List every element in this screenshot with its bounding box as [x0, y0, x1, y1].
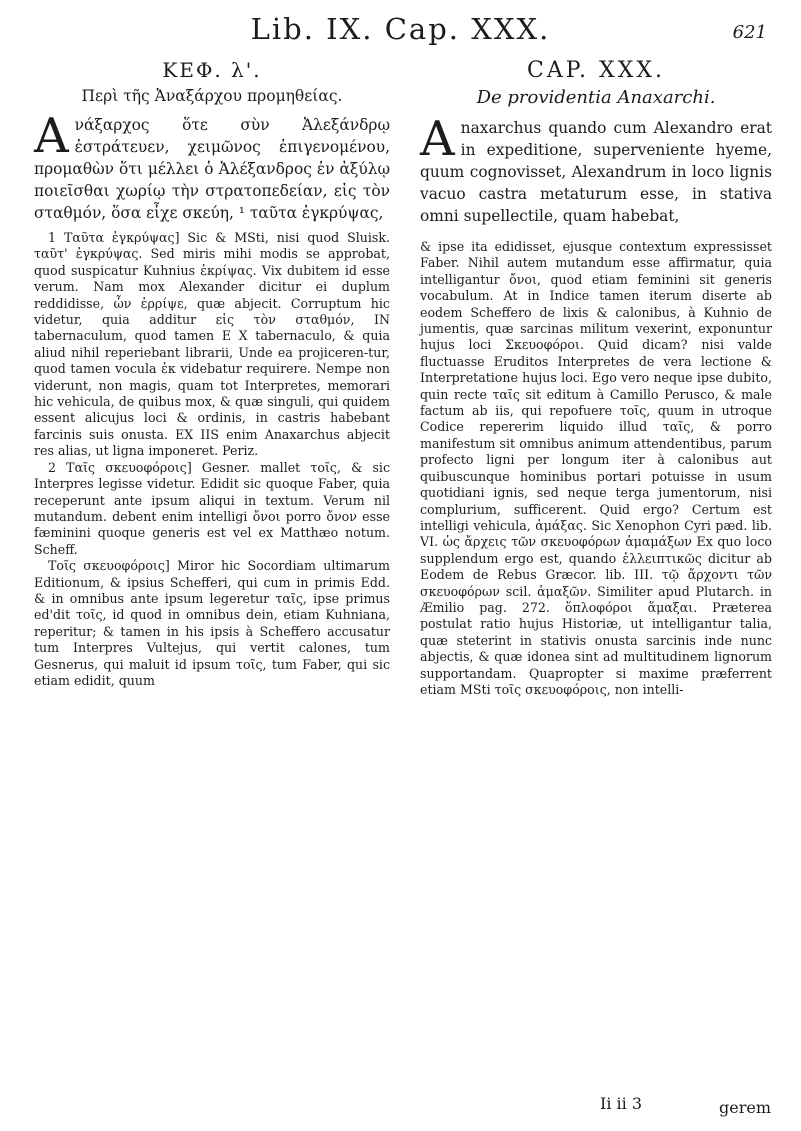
greek-chapter-title: Περὶ τῆς Ἀναξάρχου προμηθείας. — [81, 87, 343, 105]
greek-drop-cap: Α — [34, 108, 69, 164]
latin-chapter-head: CAP. XXX. — [526, 58, 666, 83]
catchword: gerem — [719, 1098, 771, 1117]
greek-text: νάξαρχος ὅτε σὺν Ἀλεξάνδρῳ ἐστράτευεν, χειμῶνος ἐπιγενομένου, προμαθὼν ὅτι μέλλει ὁ Ἀλέξανδρος ἐν ἀξύλῳ ποιεῖσθαι χωρίῳ τὴν στρατοπεδείαν, εἰς τὸν σταθμόν, ὅσα εἶχε σκεύη, ¹ ταῦτα ἐγκρύψας, — [34, 116, 390, 222]
greek-column — [34, 58, 390, 689]
footnote-2: 2 Ταῖς σκευοφόροις] Gesner. mallet τοῖς, & sic Interpres legisse videtur. Edidit sic quoque Faber, quia receperunt ante ipsum aliqui in textum. Verum nil mutandum. debent enim intelligi ὄνοι porro ὄνον esse fæminini quoque generis est vel ex Matthæo notum. Scheff. — [34, 459, 390, 557]
latin-chapter-title: De providentia Anaxarchi. — [476, 87, 716, 108]
footnote-continued: & ipse ita edidisset, ejusque contextum expressisset Faber. Nihil autem mutandum esse affirmatur, quia intelligantur ὄνοι, quod etiam feminini sit generis vocabulum. At in Indice tamen iterum diserte ab eodem Scheffero de lixis & calonibus, à Kuhnio de jumentis, quæ sarcinas militum vexerint, exponuntur hujus loci Σκευοφόροι. Quid dicam? nisi valde fluctuasse Eruditos Interpretes de vera lectione & Interpretatione hujus loci. Ego vero neque ipse dubito, quin recte ταῖς sit editum à Camillo Perusco, & male factum ab iis, qui repofuere τοῖς, quum in utroque Codice repererim liquido illud ταῖς, & porro manifestum sit omnibus animum attendentibus, parum profecto ligni per longum iter à calonibus aut quibuscunque hominibus portari potuisse in usum quotidiani ignis, sed neque terga jumentorum, nisi complurium, sufficerent. Quid ergo? Certum est intelligi vehicula, ἁμάξας. Sic Xenophon Cyri pæd. lib. VI. ὡς ἄρχεις τῶν σκευοφόρων ἁμαμάξων Ex quo loco supplendum ergo est, quando ἐλλειπτικῶς dicitur ab Eodem de Rebus Græcor. lib. III. τῷ ἄρχοντι τῶν σκευοφόρων scil. ἁμαξῶν. Similiter apud Plutarch. in Æmilio pag. 272. ὅπλοφόροι ἅμαξαι. Præterea postulat ratio hujus Historiæ, ut intelligantur talia, quæ steterint in stativis onusta sarcinis inde nunc abjectis, & quæ idonea sint ad multitudinem lignorum supportandam. Quapropter si maxime præferrent etiam MSti τοῖς σκευοφόροις, non intelli- — [420, 239, 772, 697]
latin-column — [420, 58, 772, 698]
signature-mark: Ii ii 3 — [600, 1094, 643, 1113]
footnotes-right — [420, 239, 772, 698]
running-head-title: Lib. IX. Cap. XXX. — [250, 12, 551, 46]
greek-chapter-head: ΚΕΦ. λ'. — [162, 58, 262, 82]
latin-text-paragraph — [420, 111, 772, 227]
footnote-1: 1 Ταῦτα ἐγκρύψας] Sic & MSti, nisi quod Sluisk. ταῦτ' ἐγκρύψας. Sed miris mihi modis se approbat, quod suspicatur Kuhnius ἐκρίψας. Vix dubitem id esse verum. Nam mox Alexander dicitur ei duplum reddidisse, ὧν ἐρρίψε, quæ abjecit. Corruptum hic videtur, quia additur εἰς τὸν σταθμόν, IN tabernaculum, quod tamen E X tabernaculo, & quia aliud nihil reperiebant librarii, Unde ea projiceren-tur, quod tamen vocula ἐκ videbatur requirere. Nempe non viderunt, non magis, quam tot Interpretes, memorari hic vehicula, de quibus mox, & quæ singuli, qui quidem essent alicujus loci & ordinis, in castris habebant farcinis suis onusta. EX IIS enim Anaxarchus abjecit res alias, ut ligna imponeret. Periz. — [34, 230, 390, 459]
latin-text: naxarchus quando cum Alexandro erat in expeditione, superveniente hyeme, quum cognovisset, Alexandrum in loco lignis vacuo castra metaturum esse, in stativa omni supellectile, quam habebat, — [420, 119, 772, 225]
greek-text-paragraph — [34, 108, 390, 224]
latin-drop-cap: A — [420, 111, 455, 167]
footnotes-left — [34, 230, 390, 689]
footnote-3: Τοῖς σκευοφόροις] Miror hic Socordiam ultimarum Editionum, & ipsius Schefferi, qui cum in primis Edd. & in omnibus ante ipsum legeretur ταῖς, ipse primus ed'dit τοῖς, id quod in omnibus dein, etiam Kuhniana, reperitur; & tamen in his ipsis à Scheffero accusatur tum Interpres Vultejus, qui vertit calones, tum Gesnerus, qui maluit id ipsum τοῖς, tum Faber, qui sic etiam edidit, quum — [34, 558, 390, 688]
running-head — [0, 10, 801, 46]
page-number: 621 — [732, 22, 767, 43]
